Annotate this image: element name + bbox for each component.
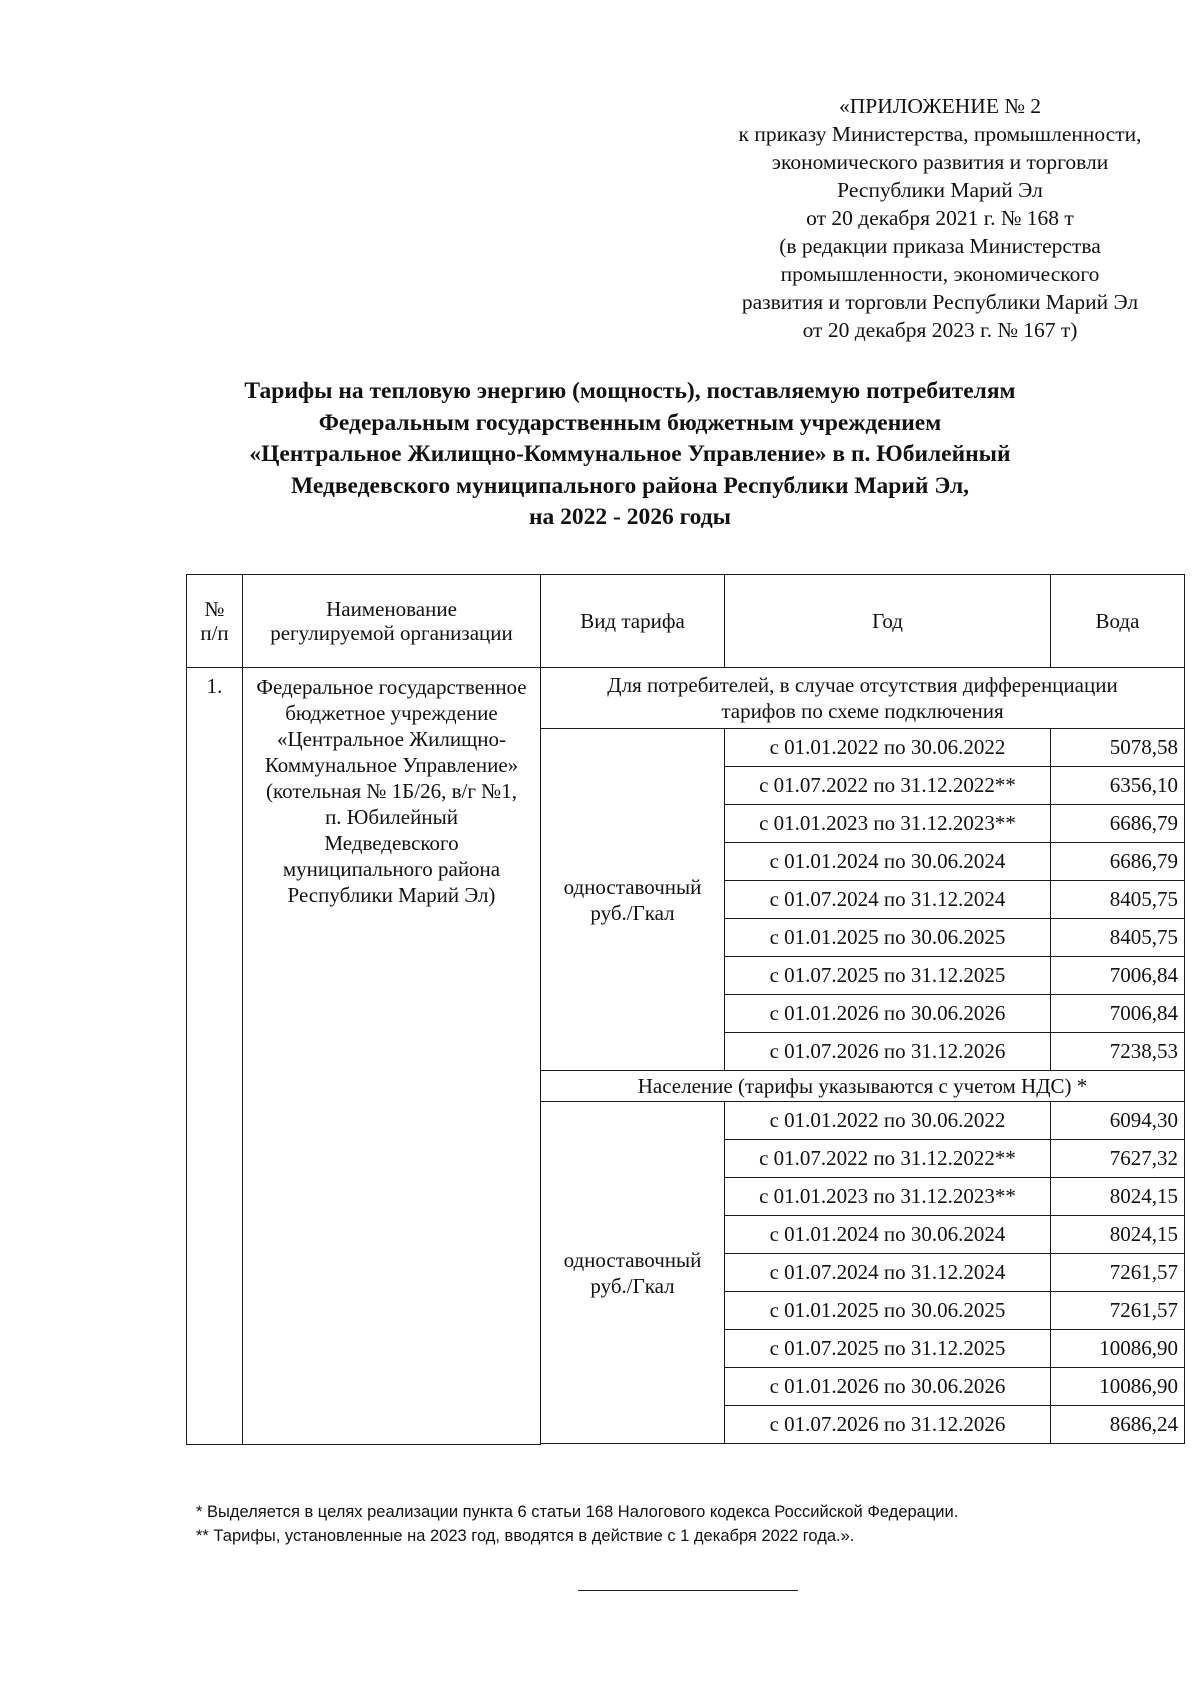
row-number: 1. [187, 668, 243, 1445]
title-line: Тарифы на тепловую энергию (мощность), поставляемую потребителям [244, 378, 1016, 404]
appendix-line: развития и торговли Республики Марий Эл [741, 290, 1139, 314]
period-cell: с 01.01.2022 по 30.06.2022 [725, 1102, 1051, 1140]
appendix-line: «ПРИЛОЖЕНИЕ № 2 [839, 94, 1041, 118]
organization-name: Федеральное государственное бюджетное учреждение «Центральное Жилищно- Коммунальное Управление» (котельная № 1Б/26, в/г №1, п. Юбилейный Медведевского муниципального района Республики Марий Эл) [243, 668, 541, 1445]
appendix-line: экономического развития и торговли [771, 150, 1109, 174]
period-cell: с 01.07.2024 по 31.12.2024 [725, 881, 1051, 919]
period-cell: с 01.01.2024 по 30.06.2024 [725, 1216, 1051, 1254]
value-cell: 8024,15 [1051, 1216, 1185, 1254]
period-cell: с 01.01.2026 по 30.06.2026 [725, 1368, 1051, 1406]
value-cell: 8024,15 [1051, 1178, 1185, 1216]
header-water: Вода [1051, 575, 1185, 668]
period-cell: с 01.07.2026 по 31.12.2026 [725, 1033, 1051, 1071]
value-cell: 6686,79 [1051, 843, 1185, 881]
footnote-vat: * Выделяется в целях реализации пункта 6 статьи 168 Налогового кодекса Российской Федерации. [196, 1503, 959, 1521]
value-cell: 7261,57 [1051, 1254, 1185, 1292]
title-line: «Центральное Жилищно-Коммунальное Управление» в п. Юбилейный [249, 441, 1011, 467]
value-cell: 6094,30 [1051, 1102, 1185, 1140]
value-cell: 8686,24 [1051, 1406, 1185, 1444]
period-cell: с 01.01.2024 по 30.06.2024 [725, 843, 1051, 881]
spacer-cell [541, 1444, 1185, 1445]
table-header-row [187, 575, 1185, 668]
period-cell: с 01.07.2025 по 31.12.2025 [725, 957, 1051, 995]
value-cell: 6356,10 [1051, 767, 1185, 805]
group-heading-population: Население (тарифы указываются с учетом НДС) * [541, 1071, 1185, 1102]
title-line: Медведевского муниципального района Республики Марий Эл, [290, 472, 970, 499]
appendix-line: промышленности, экономического [780, 262, 1100, 286]
tariff-table [186, 574, 1185, 1445]
appendix-block [720, 92, 1160, 344]
header-num: № п/п [187, 575, 243, 668]
value-cell: 7261,57 [1051, 1292, 1185, 1330]
footnotes [196, 1500, 1156, 1548]
period-cell: с 01.01.2023 по 31.12.2023** [725, 805, 1051, 843]
value-cell: 5078,58 [1051, 729, 1185, 767]
group-heading-consumers: Для потребителей, в случае отсутствия дифференциации тарифов по схеме подключения [541, 668, 1185, 729]
period-cell: с 01.07.2025 по 31.12.2025 [725, 1330, 1051, 1368]
value-cell: 10086,90 [1051, 1330, 1185, 1368]
period-cell: с 01.01.2022 по 30.06.2022 [725, 729, 1051, 767]
period-cell: с 01.07.2022 по 31.12.2022** [725, 1140, 1051, 1178]
tariff-type-cell: одноставочный руб./Гкал [541, 729, 725, 1071]
title-line: Федеральным государственным бюджетным учреждением [318, 409, 942, 436]
group-heading-row [187, 668, 1185, 729]
appendix-line: (в редакции приказа Министерства [779, 234, 1101, 258]
appendix-line: Республики Марий Эл [837, 178, 1043, 202]
value-cell: 7238,53 [1051, 1033, 1185, 1071]
title-line: на 2022 - 2026 годы [528, 504, 731, 530]
value-cell: 6686,79 [1051, 805, 1185, 843]
value-cell: 8405,75 [1051, 881, 1185, 919]
value-cell: 7006,84 [1051, 957, 1185, 995]
value-cell: 8405,75 [1051, 919, 1185, 957]
appendix-line: от 20 декабря 2023 г. № 167 т) [802, 318, 1078, 342]
value-cell: 10086,90 [1051, 1368, 1185, 1406]
period-cell: с 01.01.2025 по 30.06.2025 [725, 1292, 1051, 1330]
tariff-type-cell: одноставочный руб./Гкал [541, 1102, 725, 1444]
appendix-line: от 20 декабря 2021 г. № 168 т [806, 206, 1074, 230]
header-year: Год [725, 575, 1051, 668]
bottom-divider [578, 1590, 798, 1591]
period-cell: с 01.01.2026 по 30.06.2026 [725, 995, 1051, 1033]
value-cell: 7627,32 [1051, 1140, 1185, 1178]
appendix-line: к приказу Министерства, промышленности, [738, 122, 1142, 146]
header-tariff-type: Вид тарифа [541, 575, 725, 668]
header-organization: Наименование регулируемой организации [243, 575, 541, 668]
period-cell: с 01.07.2022 по 31.12.2022** [725, 767, 1051, 805]
period-cell: с 01.01.2023 по 31.12.2023** [725, 1178, 1051, 1216]
period-cell: с 01.07.2026 по 31.12.2026 [725, 1406, 1051, 1444]
document-title [130, 376, 1130, 534]
footnote-2023: ** Тарифы, установленные на 2023 год, вводятся в действие с 1 декабря 2022 года.». [196, 1527, 855, 1545]
value-cell: 7006,84 [1051, 995, 1185, 1033]
period-cell: с 01.01.2025 по 30.06.2025 [725, 919, 1051, 957]
period-cell: с 01.07.2024 по 31.12.2024 [725, 1254, 1051, 1292]
